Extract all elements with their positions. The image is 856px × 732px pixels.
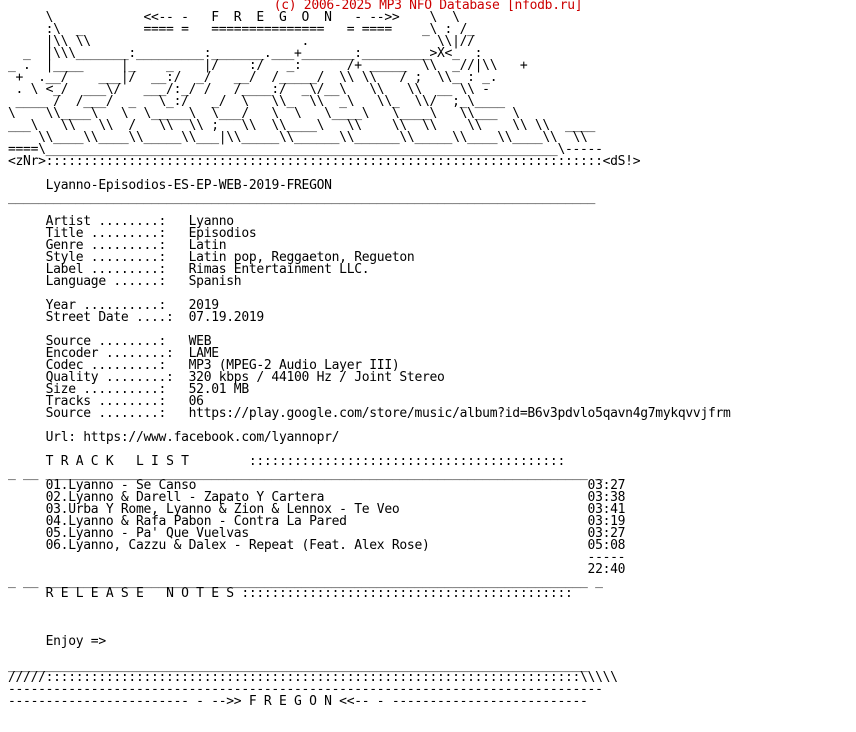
footer-line-2: /////:::::::::::::::::::::::::::::::::::::::::::::::::::::::::::::::::::::::\\\\\	[8, 670, 618, 685]
info-row: Size ..........: 52.01 MB	[8, 382, 249, 397]
info-row: Codec .........: MP3 (MPEG-2 Audio Layer III)	[8, 358, 400, 373]
total-time: 22:40	[8, 562, 626, 577]
info-row: Quality ........: 320 kbps / 44100 Hz / Joint Stereo	[8, 370, 445, 385]
nfo-document	[8, 0, 731, 708]
release-name: Lyanno-Episodios-ES-EP-WEB-2019-FREGON	[45, 178, 332, 193]
info-row: Source ........: https://play.google.com/store/music/album?id=B6v3pdvlo5qavn4g7mykqvvjfrm	[8, 406, 731, 421]
copyright-header: (c) 2006-2025 MP3 NFO Database [nfodb.ru]	[273, 0, 583, 13]
track-row: 04.Lyanno & Rafa Pabon - Contra La Pared 03:19	[8, 514, 626, 529]
ascii-logo	[8, 12, 731, 168]
info-row: Year ..........: 2019	[8, 298, 219, 313]
logo-line: _ |\\\_______:_________:_______.___+_______:_________>X<_ :	[8, 46, 483, 61]
track-row: 03.Urba Y Rome, Lyanno & Zion & Lennox - Te Veo 03:41	[8, 502, 626, 517]
footer-line-4: ------------------------ - -->> F R E G O N <<-- - --------------------------	[8, 694, 588, 709]
section-rule-2: _ __ ________________________________________________________________________ _	[8, 574, 603, 589]
logo-line: ====\____________________________________________________________________\-----	[8, 142, 603, 157]
track-list	[8, 480, 731, 552]
info-block	[8, 216, 731, 420]
track-row: 02.Lyanno & Darell - Zapato Y Cartera 03:38	[8, 490, 626, 505]
info-row: Street Date ....: 07.19.2019	[8, 310, 264, 325]
tracklist-header: T R A C K L I S T ::::::::::::::::::::::::::::::::::::::::::	[45, 454, 565, 469]
section-rule: _ __ ________________________________________________________________________ _	[8, 466, 603, 481]
logo-line: \ <<-- - F R E G O N - -->> \ \	[8, 10, 468, 25]
logo-line: ____ / /___/ _ \_:/ _/ \ \\_ \\ _\ \\_ \\/ ;_\____	[8, 94, 505, 109]
track-row: 06.Lyanno, Cazzu & Dalex - Repeat (Feat. Alex Rose) 05:08	[8, 538, 626, 553]
info-row: Source ........: WEB	[8, 334, 212, 349]
logo-line: \\____\\____\\_____\\___|\\_____\\______\\______\\_____\\____\\____\\ \\	[8, 130, 588, 145]
info-row: Label .........: Rimas Entertainment LLC.	[8, 262, 370, 277]
info-row: Tracks ........: 06	[8, 394, 204, 409]
footer-line-1: _____________________________________________________________________________	[8, 658, 588, 673]
logo-line: . \ <_/ ___\/ ___/:_/ / /____:/ _\/__\ \\ \\ __ \\ -	[8, 82, 490, 97]
logo-line: ___\ \\ \\ / \\ \\ ; \\ \\____\ \\ \\ \\ \\ \\ \\ ____	[8, 118, 596, 133]
info-row: Genre .........: Latin	[8, 238, 227, 253]
release-notes-header: R E L E A S E N O T E S ::::::::::::::::::::::::::::::::::::::::::::	[45, 586, 573, 601]
divider: ______________________________________________________________________________	[8, 190, 596, 205]
footer-line-3: -------------------------------------------------------------------------------	[8, 682, 603, 697]
track-row: 05.Lyanno - Pa' Que Vuelvas 03:27	[8, 526, 626, 541]
url-line: Url: https://www.facebook.com/lyannopr/	[45, 430, 340, 445]
logo-line: |\\ \\ . \\|//	[8, 34, 475, 49]
logo-line: + .__/ ___|/ __:/ _/ __/ /_____/ \\ \\ / ; \\_ : _.	[8, 70, 498, 85]
track-row: 01.Lyanno - Se Canso 03:27	[8, 478, 626, 493]
enjoy-text: Enjoy =>	[45, 634, 106, 649]
info-row: Title .........: Episodios	[8, 226, 257, 241]
info-row: Language ......: Spanish	[8, 274, 242, 289]
info-row: Artist ........: Lyanno	[8, 214, 234, 229]
info-row: Encoder ........: LAME	[8, 346, 219, 361]
total-rule: -----	[8, 550, 626, 565]
logo-line: _ . |____ |_ _ |/ :/ _: /+ _____ \\ _//|\\ +	[8, 58, 528, 73]
info-row: Style .........: Latin pop, Reggaeton, Regueton	[8, 250, 415, 265]
logo-line: \ \\____\ \ \_____\ \___/ \ \ \____\ \____\ \\___ \	[8, 106, 520, 121]
logo-line: <zNr>::::::::::::::::::::::::::::::::::::::::::::::::::::::::::::::::::::::::::<dS!>	[8, 154, 641, 169]
logo-line: :\ _ ==== = =============== = ==== _\ : /_	[8, 22, 475, 37]
